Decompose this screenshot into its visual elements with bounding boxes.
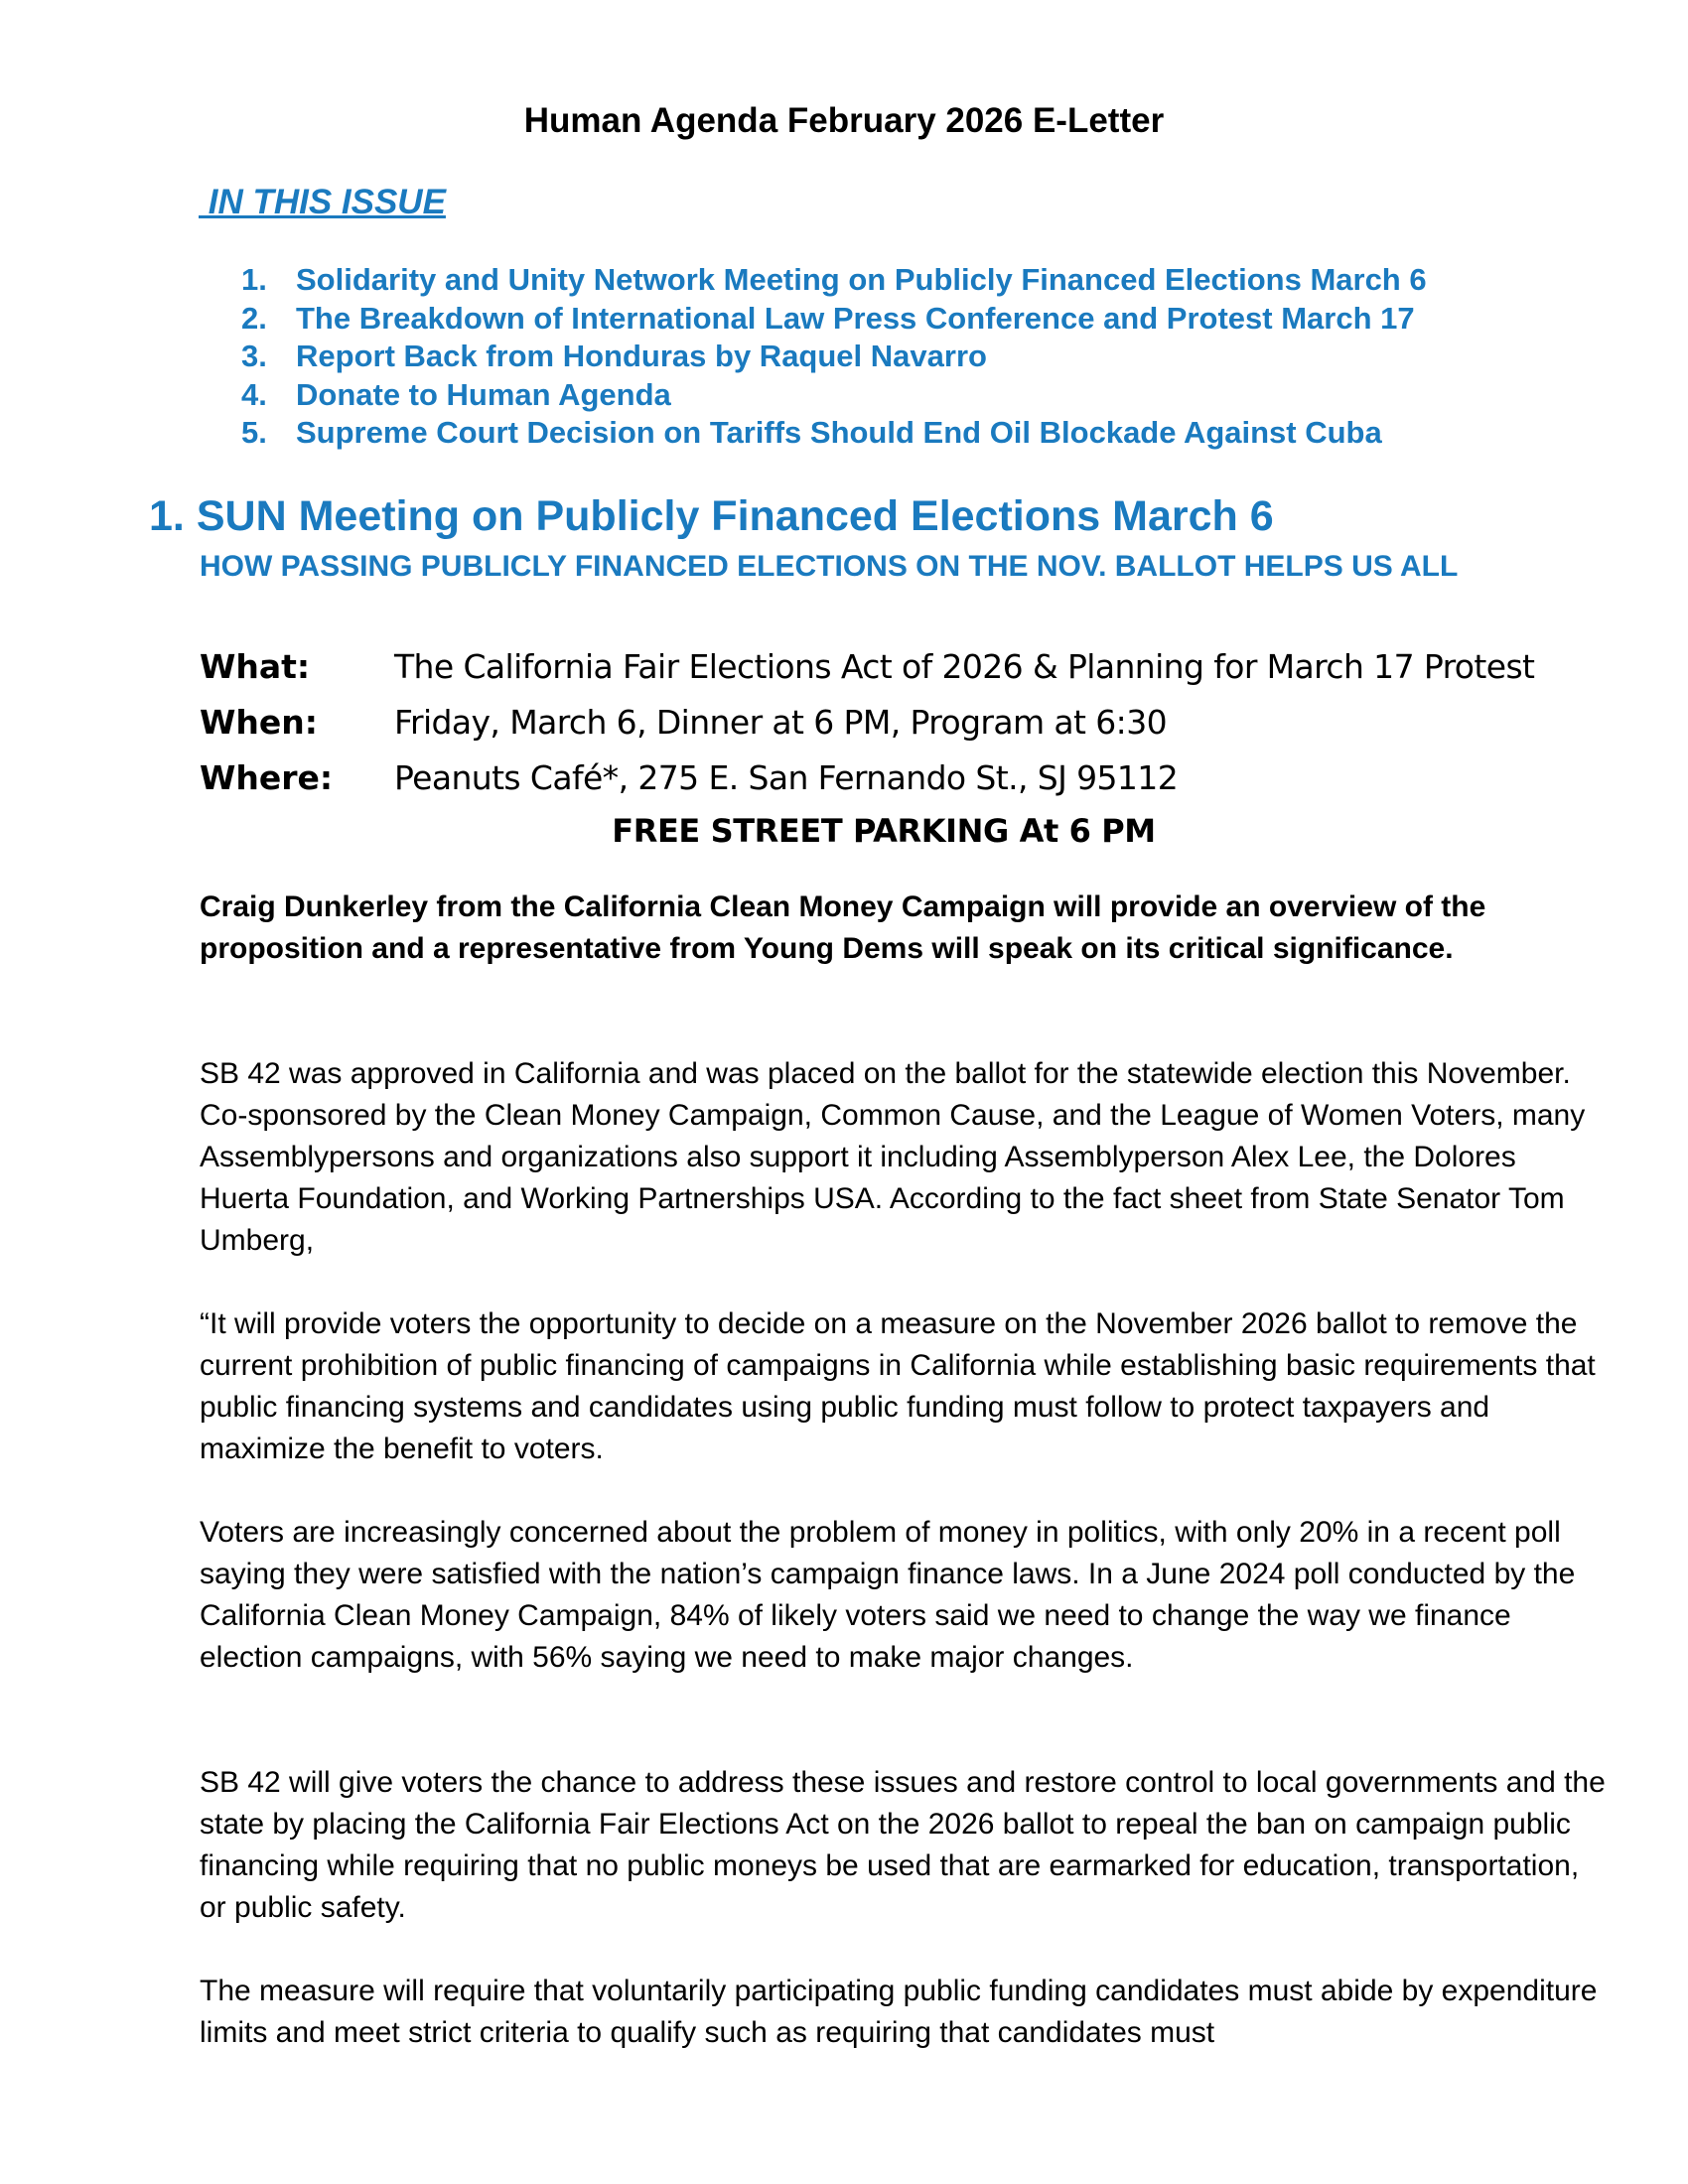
toc-item[interactable] — [241, 376, 1572, 415]
toc-item[interactable] — [241, 338, 1572, 376]
toc-item-label: The Breakdown of International Law Press Conference and Protest March 17 — [296, 300, 1415, 336]
section-1-subheading: HOW PASSING PUBLICLY FINANCED ELECTIONS ON THE NOV. BALLOT HELPS US ALL — [200, 550, 1459, 583]
toc-item-number: 2. — [241, 300, 267, 336]
parking-note: FREE STREET PARKING At 6 PM — [612, 812, 1156, 850]
event-where-row — [200, 750, 1590, 805]
toc-item-label: Supreme Court Decision on Tariffs Should End Oil Blockade Against Cuba — [296, 415, 1382, 450]
toc-item-number: 1. — [241, 262, 267, 297]
body-paragraph: Voters are increasingly concerned about the problem of money in politics, with only 20% in a recent poll saying they were satisfied with the nation’s campaign finance laws. In a June 2024 poll conducted by the California Clean Money Campaign, 84% of likely voters said we need to change the way we finance election campaigns, with 56% saying we need to make major changes. — [200, 1516, 1576, 1674]
what-label: What: — [200, 646, 311, 686]
toc-item-number: 3. — [241, 339, 267, 373]
when-value: Friday, March 6, Dinner at 6 PM, Program at 6:30 — [394, 702, 1167, 742]
body-paragraph: The measure will require that voluntarily participating public funding candidates must abide by expenditure limits and meet strict criteria to qualify such as requiring that candidates must — [200, 1975, 1598, 2049]
toc-item[interactable] — [241, 261, 1572, 300]
toc-item-number: 4. — [241, 376, 267, 412]
toc-item-label: Solidarity and Unity Network Meeting on Publicly Financed Elections March 6 — [296, 262, 1427, 297]
what-value: The California Fair Elections Act of 2026 & Planning for March 17 Protest — [394, 646, 1535, 686]
document-title: Human Agenda February 2026 E-Letter — [523, 101, 1165, 140]
section-1-heading — [149, 490, 1274, 542]
toc-item-number: 5. — [241, 415, 267, 450]
speaker-intro: Craig Dunkerley from the California Clean Money Campaign will provide an overview of the proposition and a representative from Young Dems will speak on its critical significance. — [200, 890, 1486, 965]
where-value: Peanuts Café*, 275 E. San Fernando St., SJ 95112 — [394, 757, 1179, 797]
event-when-row — [200, 694, 1590, 750]
section-number: 1. — [149, 492, 185, 540]
when-label: When: — [200, 702, 318, 742]
table-of-contents — [241, 261, 1572, 453]
body-paragraph: SB 42 will give voters the chance to address these issues and restore control to local governments and the state by placing the California Fair Elections Act on the 2026 ballot to repeal the ban on campaign public financing while requiring that no public moneys be used that are earmarked for education, transportation, or public safety. — [200, 1766, 1606, 1924]
toc-item-label: Donate to Human Agenda — [296, 376, 671, 412]
event-what-row — [200, 638, 1590, 694]
toc-item-label: Report Back from Honduras by Raquel Navarro — [296, 339, 987, 373]
where-label: Where: — [200, 757, 334, 797]
toc-item[interactable] — [241, 414, 1572, 453]
event-details — [200, 638, 1590, 805]
section-title: SUN Meeting on Publicly Financed Elections March 6 — [196, 492, 1274, 540]
body-paragraph: “It will provide voters the opportunity to decide on a measure on the November 2026 ballot to remove the current prohibition of public financing of campaigns in California while establishing basic requirements that public financing systems and candidates using public funding must follow to protect taxpayers and maximize the benefit to voters. — [200, 1307, 1596, 1465]
in-this-issue-heading: IN THIS ISSUE — [199, 183, 446, 221]
toc-item[interactable] — [241, 300, 1572, 339]
body-paragraph: SB 42 was approved in California and was placed on the ballot for the statewide election this November. Co-sponsored by the Clean Money Campaign, Common Cause, and the League of Women Voters, many Assemblypersons and organizations also support it including Assemblyperson Alex Lee, the Dolores Huerta Foundation, and Working Partnerships USA. According to the fact sheet from State Senator Tom Umberg, — [200, 1057, 1586, 1257]
